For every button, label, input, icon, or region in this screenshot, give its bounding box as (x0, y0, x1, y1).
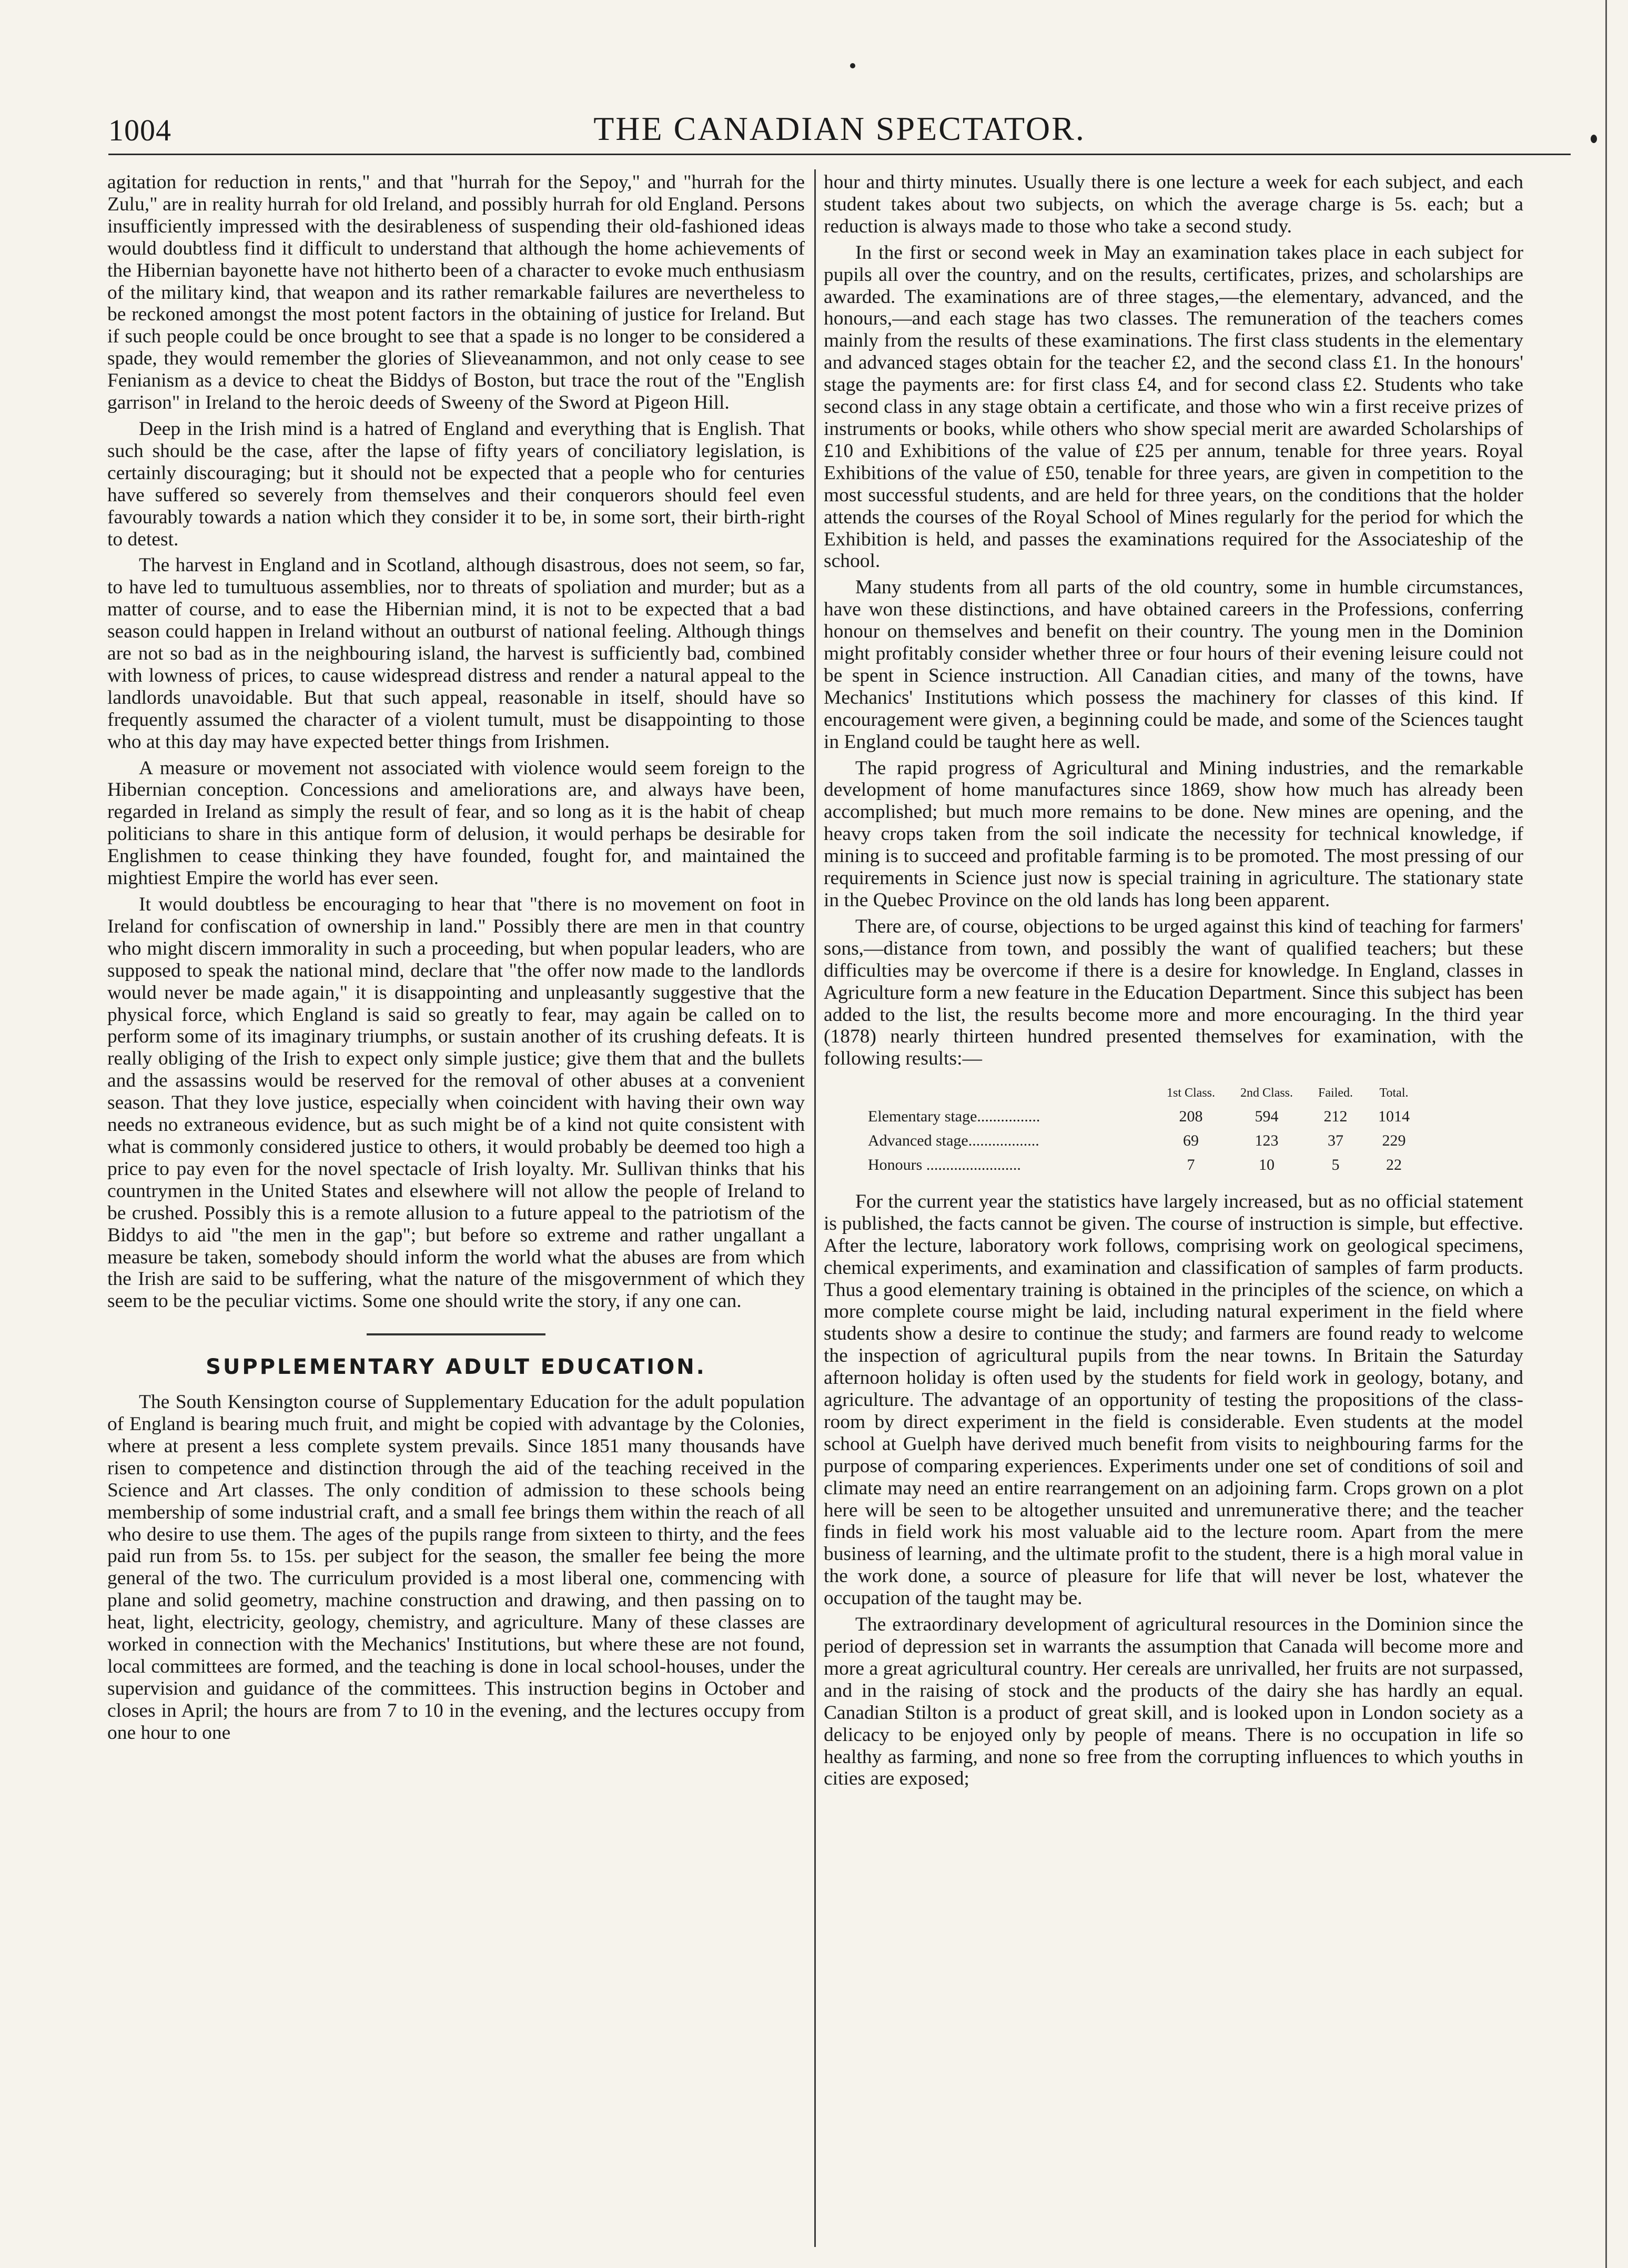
paragraph: For the current year the statistics have largely increased, but as no official statement is published, the facts cannot be given. The course of instruction is simple, but effective. After the lecture, laboratory work follows, comprising work on geological specimens, chemical experiments, and examination and classification of samples of farm products. Thus a good elementary training is obtained in the principles of the science, on which a more complete course might be laid, including natural experiment in the field where students show a desire to continue the study; and farmers are found ready to welcome the inspection of agricultural pupils from the near towns. In Britain the Saturday afternoon holiday is often used by the students for field work in geology, botany, and agriculture. The advantage of an opportunity of testing the propositions of the class-room by direct experiment in the field is considerable. Even students at the model school at Guelph have derived much benefit from visits to neighbouring farms for the purpose of comparing experiences. Experiments under one set of conditions of soil and climate may need an entire rearrangement on an adjoining farm. Crops grown on a plot here will be seen to be altogether unsuited and unremunerative there; and the teacher finds in field work his most valuable aid to the lecture room. Apart from the mere business of learning, and the ultimate profit to the student, there is a high moral value in the work done, a source of pleasure for life that will never be lost, whatever the occupation of the taught may be. (824, 1190, 1523, 1609)
column-header (868, 1082, 1154, 1105)
column-header: Total. (1379, 1086, 1409, 1100)
table-cell: 10 (1259, 1156, 1275, 1173)
results-table (868, 1082, 1422, 1177)
table-cell: 229 (1382, 1132, 1406, 1150)
table-row (868, 1105, 1422, 1129)
column-header: 1st Class. (1167, 1086, 1216, 1100)
row-label: Elementary stage................ (868, 1108, 1040, 1126)
paragraph: A measure or movement not associated with violence would seem foreign to the Hibernian conception. Concessions and ameliorations are, and always have been, regarded in Ireland as simply the result of fear, and so long as it is the habit of cheap politicians to share in this antique form of delusion, it would perhaps be desirable for Englishmen to cease thinking they have founded, fought for, and maintained the mightiest Empire the world has ever seen. (107, 757, 805, 889)
ink-speck (1591, 135, 1597, 143)
table-cell: 123 (1255, 1132, 1279, 1150)
paragraph: agitation for reduction in rents," and that "hurrah for the Sepoy," and "hurrah for the Zulu," are in reality hurrah for old Ireland, and possibly hurrah for old England. Persons insufficiently impressed with the desirableness of suspending their old-fashioned ideas would doubtless find it difficult to understand that although the home achievements of the Hibernian bayonette have not hitherto been of a character to evoke much enthusiasm of the military kind, that weapon and its rather remarkable failures are nevertheless to be reckoned amongst the most potent factors in the obtaining of justice for Ireland. But if such people could be once brought to see that a spade is no longer to be considered a spade, they would remember the glories of Slieveanammon, and not only cease to see Fenianism as a device to cheat the Biddys of Boston, but trace the rout of the "English garrison" in Ireland to the heroic deeds of Sweeny of the Sword at Pigeon Hill. (107, 171, 805, 414)
table-cell: 37 (1328, 1132, 1344, 1150)
paragraph: There are, of course, objections to be urged against this kind of teaching for farmers' sons,—distance from town, and possibly the want of qualified teachers; but these difficulties may be overcome if there is a desire for knowledge. In England, classes in Agriculture form a new feature in the Education Department. Since this subject has been added to the list, the results become more and more encouraging. In the third year (1878) nearly thirteen hundred presented themselves for examination, with the following results:— (824, 915, 1523, 1070)
table-cell: 212 (1323, 1108, 1348, 1126)
table-cell: 5 (1331, 1156, 1340, 1173)
column-rule (814, 169, 816, 2247)
table-cell: 69 (1183, 1132, 1199, 1150)
row-label: Honours ........................ (868, 1156, 1021, 1173)
paragraph: hour and thirty minutes. Usually there is one lecture a week for each subject, and each student takes about two subjects, on which the average charge is 5s. each; but a reduction is always made to those who take a second study. (824, 171, 1523, 237)
column-header: Failed. (1318, 1086, 1353, 1100)
journal-title: THE CANADIAN SPECTATOR. (593, 110, 1086, 147)
table-cell: 594 (1255, 1108, 1279, 1126)
paragraph: The rapid progress of Agricultural and Mining industries, and the remarkable development of home manufactures since 1869, show how much has already been accomplished; but much more remains to be done. New mines are opening, and the heavy crops taken from the soil indicate the necessity for technical knowledge, if mining is to succeed and profitable farming is to be promoted. The most pressing of our requirements in Science just now is special training in agriculture. The stationary state in the Quebec Province on the old lands has long been apparent. (824, 757, 1523, 911)
header-rule (108, 154, 1571, 155)
table-row (868, 1129, 1422, 1153)
table-cell: 7 (1187, 1156, 1195, 1173)
page-edge-line (1605, 0, 1607, 2268)
table-cell: 22 (1386, 1156, 1402, 1173)
paragraph: In the first or second week in May an examination takes place in each subject for pupils all over the country, and on the results, certificates, prizes, and scholarships are awarded. The examinations are of three stages,—the elementary, advanced, and the honours,—and each stage has two classes. The remuneration of the teachers comes mainly from the results of these examinations. The first class students in the elementary and advanced stages obtain for the teacher £2, and the second class £1. In the honours' stage the payments are: for first class £4, and for second class £2. Students who take second class in any stage obtain a certificate, and those who win a first receive prizes of instruments or books, while others who show special merit are awarded Scholarships of £10 and Exhibitions of the value of £25 per annum, tenable for three years. Royal Exhibitions of the value of £50, tenable for three years, are given in competition to the most successful students, and are held for three years, on the conditions that the holder attends the courses of the Royal School of Mines regularly for the period for which the Exhibition is held, and passes the examinations required for the Associateship of the school. (824, 241, 1523, 572)
table-row (868, 1153, 1422, 1177)
paragraph: Deep in the Irish mind is a hatred of England and everything that is English. That such should be the case, after the lapse of fifty years of conciliatory legislation, is certainly discouraging; but it should not be expected that a people who for centuries have suffered so severely from themselves and their conquerors should feel even favourably towards a nation which they consider it to be, in some sort, their birth-right to detest. (107, 418, 805, 550)
section-heading: SUPPLEMENTARY ADULT EDUCATION. (206, 1355, 706, 1380)
paragraph: Many students from all parts of the old country, some in humble circumstances, have won these distinctions, and have obtained careers in the Professions, conferring honour on themselves and benefit on their country. The young men in the Dominion might profitably consider whether three or four hours of their evening leisure could not be spent in Science instruction. All Canadian cities, and many of the towns, have Mechanics' Institutions which possess the machinery for classes of this kind. If encouragement were given, a beginning could be made, and some of the Sciences taught in England could be taught here as well. (824, 576, 1523, 753)
column-header: 2nd Class. (1240, 1086, 1293, 1100)
ink-speck (850, 63, 855, 68)
row-label: Advanced stage.................. (868, 1132, 1039, 1150)
left-column (107, 171, 805, 1748)
paragraph: The extraordinary development of agricultural resources in the Dominion since the period of depression set in warrants the assumption that Canada will become more and more a great agricultural country. Her cereals are unrivalled, her fruits are not surpassed, and in the raising of stock and the products of the dairy she has hardly an equal. Canadian Stilton is a product of great skill, and is looked upon in London society as a delicacy to be enjoyed only by people of means. There is no occupation in life so healthy as farming, and none so free from the corrupting influences to which youths in cities are exposed; (824, 1614, 1523, 1790)
paragraph: It would doubtless be encouraging to hear that "there is no movement on foot in Ireland for confiscation of ownership in land." Possibly there are men in that country who might discern immorality in such a proceeding, but when popular leaders, who are supposed to speak the national mind, declare that "the offer now made to the landlords would never be made again," it is disappointing and unpleasantly suggestive that the physical force, which England is said so greatly to fear, may again be called on to perform some of its imaginary triumphs, or sustain another of its crushing defeats. It is really obliging of the Irish to expect only simple justice; give them that and the bullets and the assassins would be reserved for the removal of other abuses at a convenient season. That they love justice, especially when coincident with having their own way needs no extraneous evidence, but as such might be of a kind not quite consistent with what is commonly considered justice to others, it would probably be deemed too high a price to pay even for the novel spectacle of Irish loyalty. Mr. Sullivan thinks that his countrymen in the United States and elsewhere will not allow the people of Ireland to be crushed. Possibly this is a remote allusion to a future appeal to the patriotism of the Biddys to aid "the men in the gap"; but before so extreme and rather ungallant a measure be taken, somebody should inform the world what the abuses are from which the Irish are said to be suffering, what the nature of the misgovernment of which they seem to be the peculiar victims. Some one should write the story, if any one can. (107, 894, 805, 1312)
table-cell: 208 (1179, 1108, 1203, 1126)
section-divider (367, 1333, 545, 1335)
page-header (108, 109, 1571, 151)
right-column (824, 171, 1523, 1794)
paragraph: The South Kensington course of Supplementary Education for the adult population of England is bearing much fruit, and might be copied with advantage by the Colonies, where at present a less complete system prevails. Since 1851 many thousands have risen to competence and distinction through the aid of the teaching received in the Science and Art classes. The only condition of admission to these schools being membership of some industrial craft, and a small fee brings them within the reach of all who desire to use them. The ages of the pupils range from sixteen to thirty, and the fees paid run from 5s. to 15s. per subject for the season, the smaller fee being the more general of the two. The curriculum provided is a most liberal one, commencing with plane and solid geometry, machine construction and drawing, and then passing on to heat, light, electricity, geology, chemistry, and agriculture. Many of these classes are worked in connection with the Mechanics' Institutions, but where these are not found, local committees are formed, and the teaching is done in local school-houses, under the supervision and guidance of the committees. This instruction begins in October and closes in April; the hours are from 7 to 10 in the evening, and the lectures occupy from one hour to one (107, 1391, 805, 1744)
page-number: 1004 (108, 113, 171, 147)
table-header-row (868, 1082, 1422, 1105)
table-cell: 1014 (1378, 1108, 1410, 1126)
paragraph: The harvest in England and in Scotland, although disastrous, does not seem, so far, to have led to tumultuous assemblies, nor to threats of spoliation and murder; but as a matter of course, and to ease the Hibernian mind, it is not to be expected that a bad season could happen in Ireland without an outburst of national feeling. Although things are not so bad as in the neighbouring island, the harvest is sufficiently bad, combined with lowness of prices, to cause widespread distress and render a natural appeal to the landlords unavoidable. But that such appeal, reasonable in itself, should have so frequently assumed the character of a violent tumult, must be disappointing to those who at this day may have expected better things from Irishmen. (107, 554, 805, 753)
